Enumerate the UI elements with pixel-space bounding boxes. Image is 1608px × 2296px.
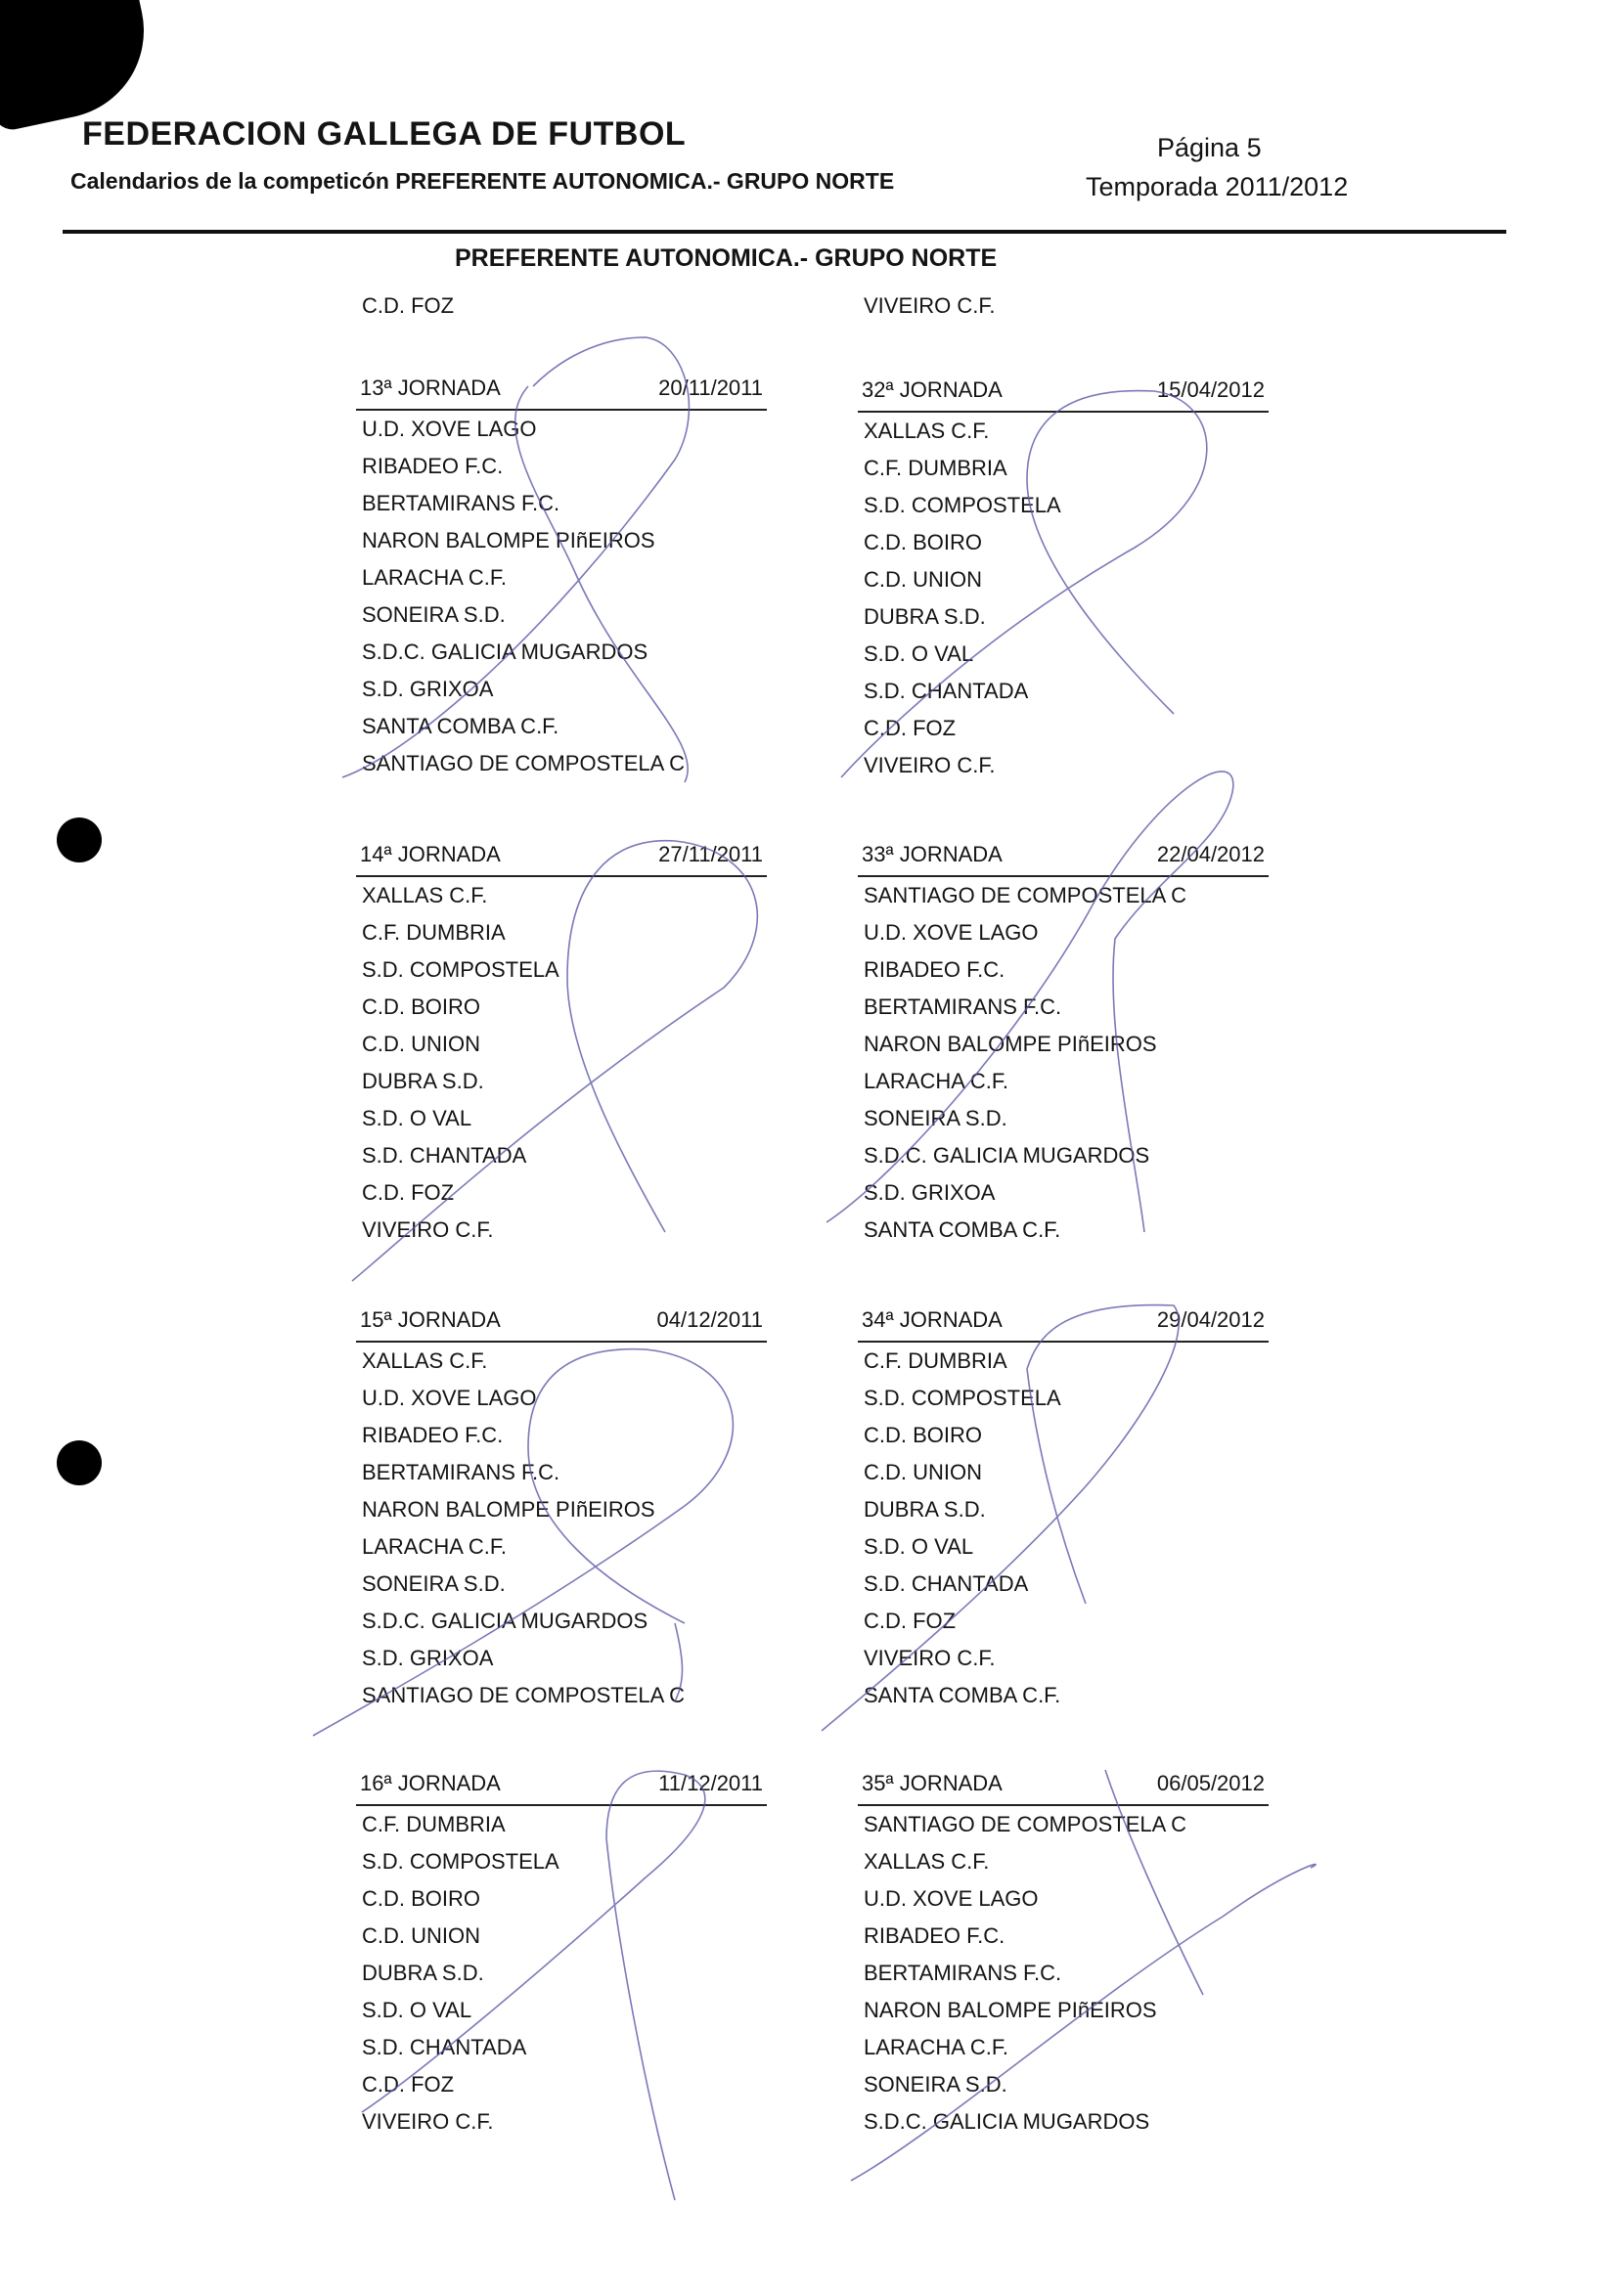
team-name: VIVEIRO C.F. [864,753,996,777]
team-name: S.D. GRIXOA [362,1646,494,1670]
team-name: C.F. DUMBRIA [362,1812,506,1836]
matchday-date: 15/04/2012 [1156,377,1265,402]
team-name: C.D. FOZ [362,2072,455,2097]
matchday-date: 29/04/2012 [1156,1307,1265,1332]
top-team-right: VIVEIRO C.F. [864,293,996,318]
team-name: S.D. CHANTADA [864,679,1029,703]
team-name: BERTAMIRANS F.C. [362,491,560,515]
team-name: NARON BALOMPE PIñEIROS [362,528,655,552]
team-name: XALLAS C.F. [864,419,990,443]
team-name: SONEIRA S.D. [362,1571,506,1596]
team-name: C.D. UNION [864,567,982,592]
team-name: S.D. CHANTADA [864,1571,1029,1596]
team-list [356,411,767,782]
team-name: U.D. XOVE LAGO [362,1386,537,1410]
team-name: BERTAMIRANS F.C. [362,1460,560,1484]
team-name: NARON BALOMPE PIñEIROS [362,1497,655,1522]
team-name: SANTA COMBA C.F. [864,1217,1061,1242]
team-list [858,413,1269,784]
team-name: C.D. FOZ [864,716,957,740]
team-name: S.D. GRIXOA [864,1180,996,1205]
team-name: S.D. CHANTADA [362,2035,527,2059]
organization-title: FEDERACION GALLEGA DE FUTBOL [82,115,687,153]
team-name: SONEIRA S.D. [864,2072,1007,2097]
team-name: C.D. BOIRO [362,1886,481,1911]
team-name: SONEIRA S.D. [362,602,506,627]
team-name: U.D. XOVE LAGO [864,920,1039,945]
team-name: S.D. COMPOSTELA [864,1386,1061,1410]
team-list [356,877,767,1249]
team-name: DUBRA S.D. [864,1497,986,1522]
team-name: C.F. DUMBRIA [362,920,506,945]
team-name: S.D.C. GALICIA MUGARDOS [362,1609,648,1633]
team-name: XALLAS C.F. [362,1348,488,1373]
matchday-block [858,1771,1269,2141]
matchday-header [356,375,767,409]
team-name: U.D. XOVE LAGO [864,1886,1039,1911]
matchday-header [858,1307,1269,1341]
matchday-date: 04/12/2011 [656,1307,763,1332]
matchday-title: 14ª JORNADA [360,842,501,866]
team-name: S.D.C. GALICIA MUGARDOS [362,640,648,664]
matchday-block [356,375,767,782]
team-name: C.F. DUMBRIA [864,456,1007,480]
team-name: S.D. CHANTADA [362,1143,527,1168]
team-name: C.D. BOIRO [864,530,983,554]
matchday-block [356,1307,767,1714]
matchday-title: 35ª JORNADA [862,1771,1003,1795]
team-name: C.D. UNION [362,1923,480,1948]
team-name: LARACHA C.F. [362,565,507,590]
team-name: C.D. UNION [362,1032,480,1056]
team-name: S.D. COMPOSTELA [864,493,1061,517]
team-name: RIBADEO F.C. [864,957,1005,982]
matchday-block [858,1307,1269,1714]
matchday-date: 27/11/2011 [658,842,763,866]
team-name: RIBADEO F.C. [362,1423,504,1447]
punch-hole [57,817,102,862]
matchday-title: 33ª JORNADA [862,842,1003,866]
team-list [858,1343,1269,1714]
team-name: DUBRA S.D. [864,604,986,629]
team-name: VIVEIRO C.F. [362,2109,494,2134]
team-name: DUBRA S.D. [362,1961,484,1985]
matchday-header [356,1771,767,1804]
team-name: SANTIAGO DE COMPOSTELA C [362,751,686,775]
team-name: C.D. UNION [864,1460,982,1484]
team-name: BERTAMIRANS F.C. [864,994,1062,1019]
matchday-block [858,377,1269,784]
matchday-date: 06/05/2012 [1156,1771,1265,1795]
team-name: NARON BALOMPE PIñEIROS [864,1032,1157,1056]
team-name: SANTA COMBA C.F. [864,1683,1061,1707]
header-divider [63,230,1506,234]
team-name: C.D. FOZ [864,1609,957,1633]
team-list [858,1806,1269,2141]
team-name: S.D.C. GALICIA MUGARDOS [864,2109,1150,2134]
team-name: S.D.C. GALICIA MUGARDOS [864,1143,1150,1168]
team-name: SANTIAGO DE COMPOSTELA C [864,1812,1187,1836]
team-name: S.D. COMPOSTELA [362,957,559,982]
matchday-block [356,842,767,1249]
team-name: C.D. FOZ [362,1180,455,1205]
team-name: RIBADEO F.C. [864,1923,1005,1948]
matchday-title: 15ª JORNADA [360,1307,501,1332]
team-list [356,1806,767,2141]
team-name: SANTA COMBA C.F. [362,714,559,738]
section-title: PREFERENTE AUTONOMICA.- GRUPO NORTE [455,244,998,272]
matchday-title: 16ª JORNADA [360,1771,501,1795]
team-name: S.D. GRIXOA [362,677,494,701]
season-label: Temporada 2011/2012 [1086,172,1349,201]
matchday-date: 22/04/2012 [1156,842,1265,866]
team-name: BERTAMIRANS F.C. [864,1961,1062,1985]
matchday-title: 13ª JORNADA [360,375,501,400]
team-name: XALLAS C.F. [362,883,488,907]
team-name: S.D. COMPOSTELA [362,1849,559,1874]
team-name: SANTIAGO DE COMPOSTELA C [864,883,1187,907]
punch-hole [57,1440,102,1485]
team-name: S.D. O VAL [864,1534,974,1559]
matchday-title: 32ª JORNADA [862,377,1003,402]
team-name: VIVEIRO C.F. [864,1646,996,1670]
matchday-date: 11/12/2011 [658,1771,763,1795]
team-name: LARACHA C.F. [864,2035,1008,2059]
scan-blot [0,0,160,133]
team-name: C.D. BOIRO [362,994,481,1019]
team-name: C.D. BOIRO [864,1423,983,1447]
team-name: NARON BALOMPE PIñEIROS [864,1998,1157,2022]
matchday-header [858,1771,1269,1804]
team-name: LARACHA C.F. [864,1069,1008,1093]
team-list [858,877,1269,1249]
matchday-block [356,1771,767,2141]
team-name: U.D. XOVE LAGO [362,417,537,441]
team-name: S.D. O VAL [864,641,974,666]
team-name: DUBRA S.D. [362,1069,484,1093]
matchday-header [858,842,1269,875]
team-name: S.D. O VAL [362,1998,472,2022]
matchday-block [858,842,1269,1249]
matchday-date: 20/11/2011 [658,375,763,400]
team-name: SONEIRA S.D. [864,1106,1007,1130]
matchday-header [858,377,1269,411]
page-number: Página 5 [1157,133,1262,162]
matchday-header [356,1307,767,1341]
team-name: VIVEIRO C.F. [362,1217,494,1242]
top-team-left: C.D. FOZ [362,293,455,318]
matchday-title: 34ª JORNADA [862,1307,1003,1332]
team-name: C.F. DUMBRIA [864,1348,1007,1373]
team-list [356,1343,767,1714]
team-name: S.D. O VAL [362,1106,472,1130]
team-name: SANTIAGO DE COMPOSTELA C [362,1683,686,1707]
team-name: XALLAS C.F. [864,1849,990,1874]
team-name: LARACHA C.F. [362,1534,507,1559]
matchday-header [356,842,767,875]
team-name: RIBADEO F.C. [362,454,504,478]
document-subtitle: Calendarios de la competicón PREFERENTE AUTONOMICA.- GRUPO NORTE [70,168,895,194]
